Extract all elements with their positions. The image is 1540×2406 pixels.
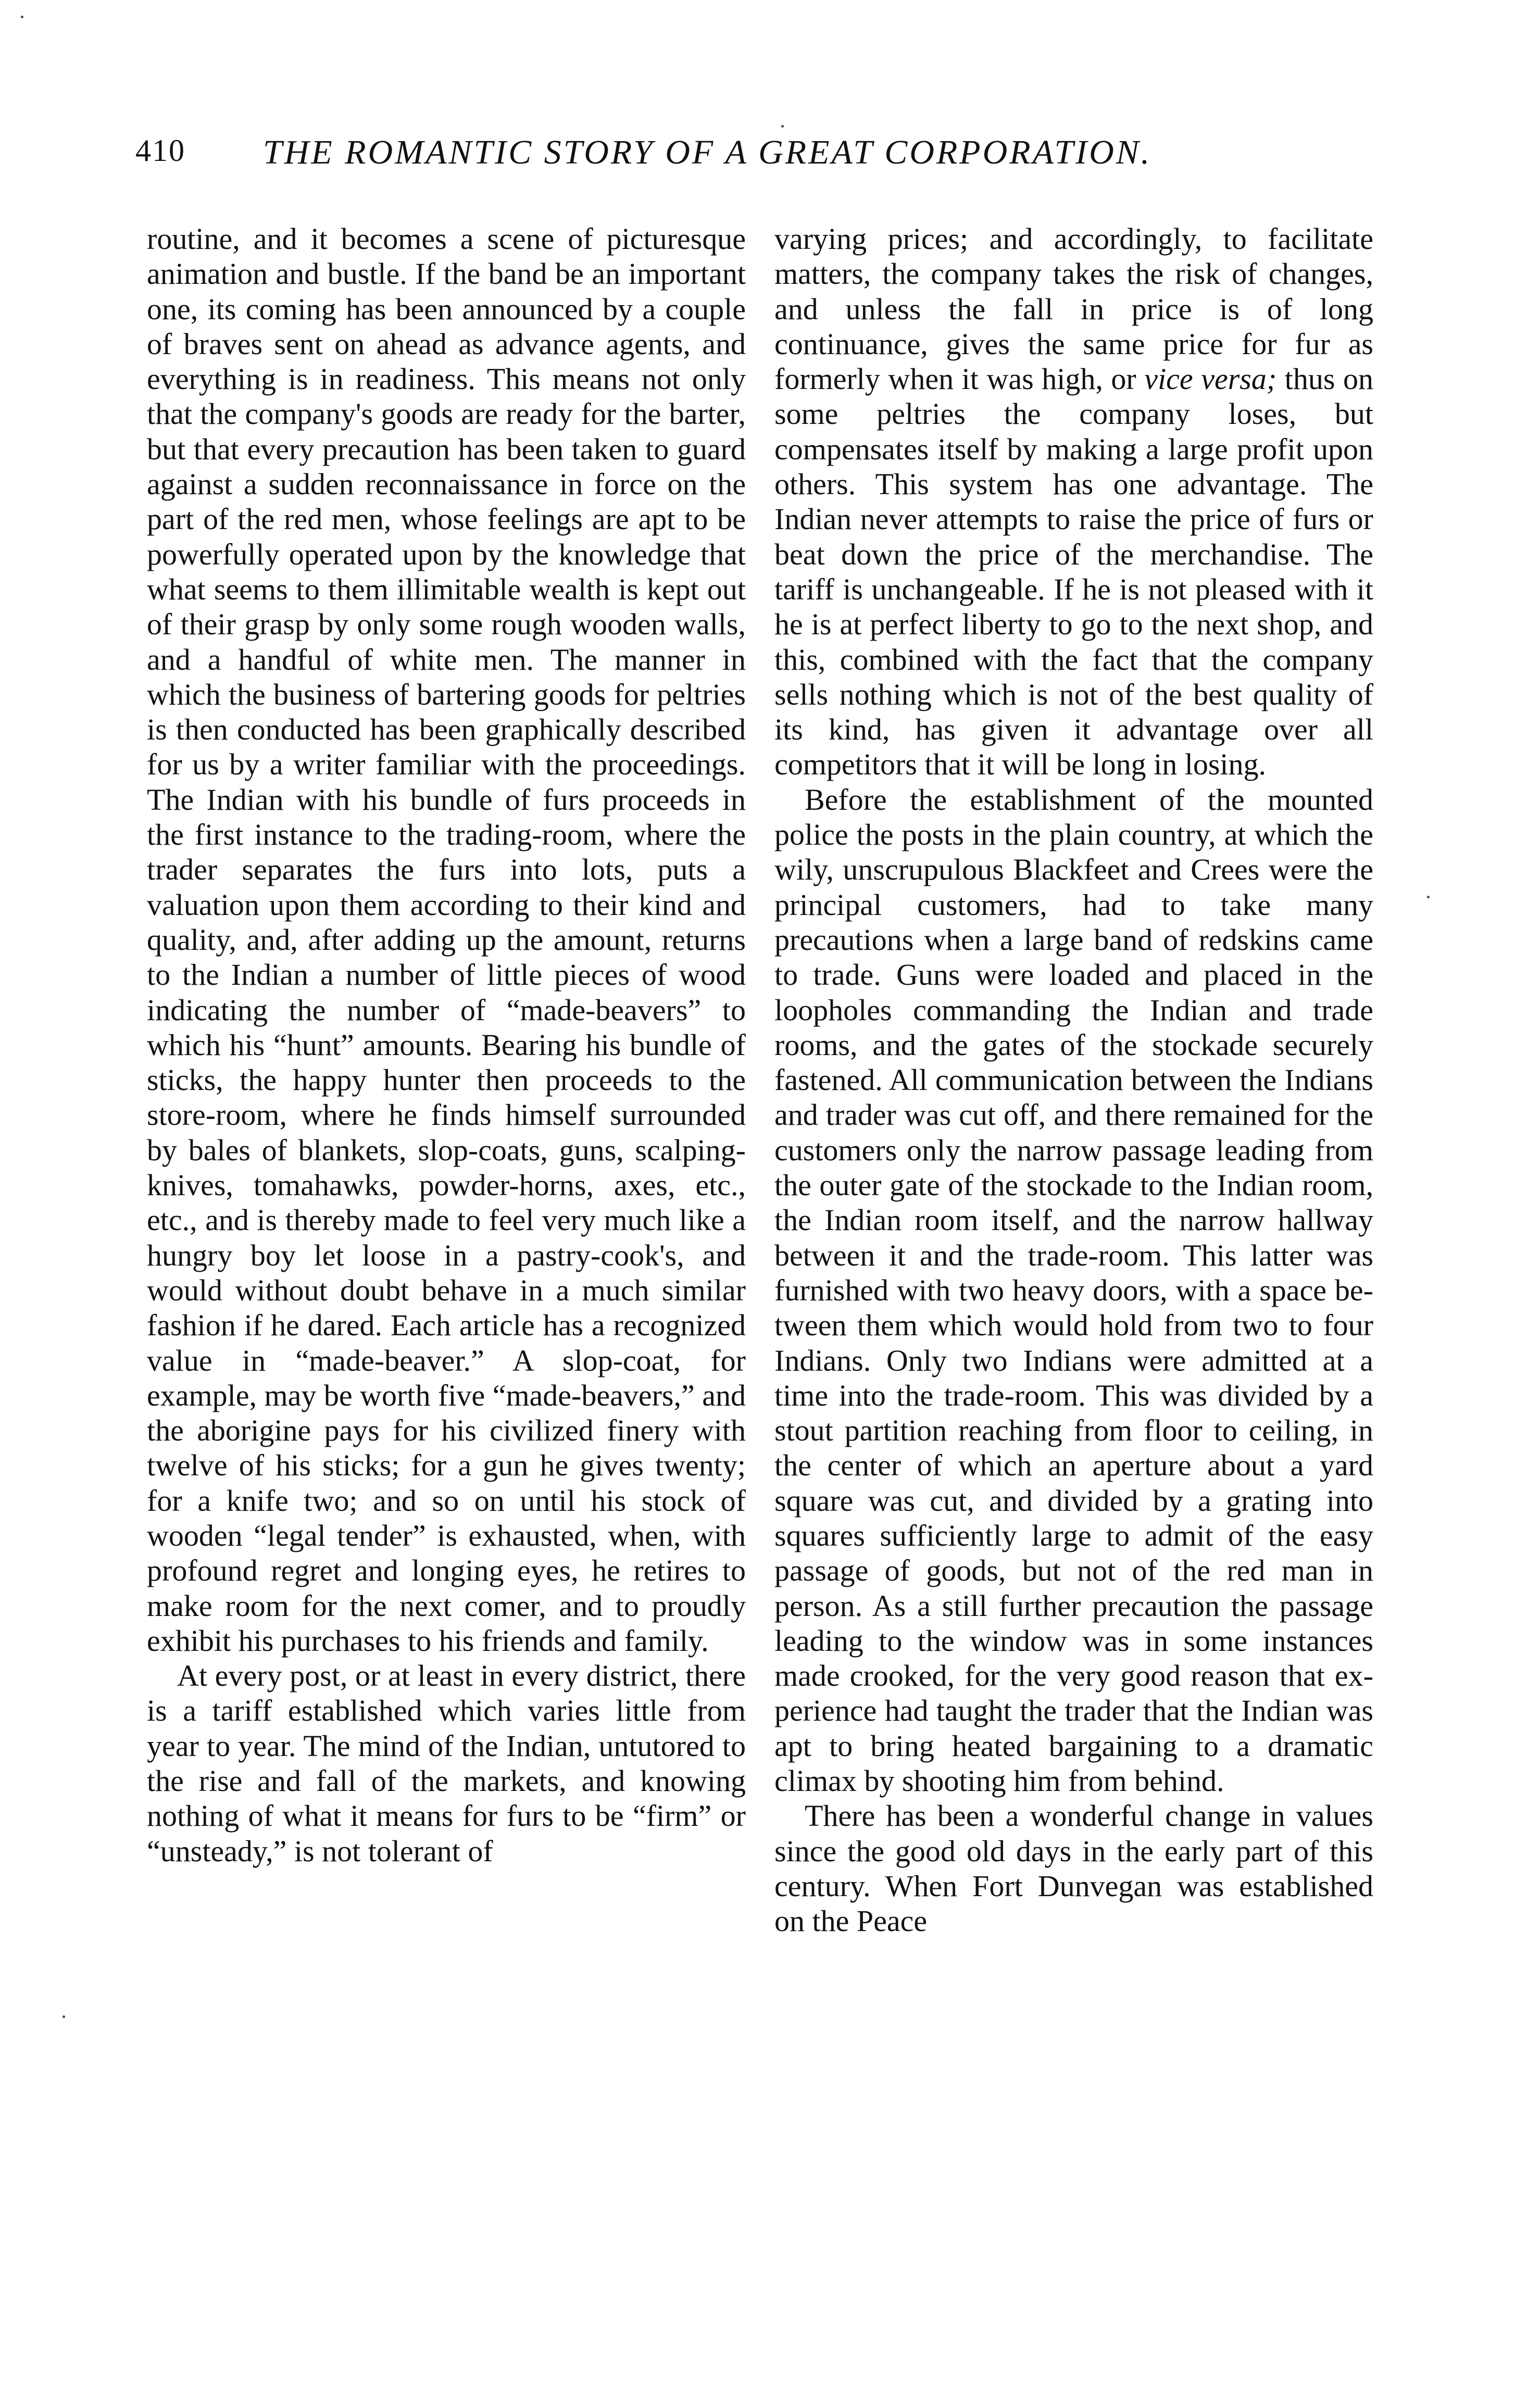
- right-column: [774, 221, 1373, 1939]
- right-paragraph-1-start: varying prices; and accordingly, to facilitate matters, the company takes the risk of changes, and unless the fall in price is of long continuance, gives the same price for fur as formerly when it was high, or: [774, 222, 1373, 396]
- left-column: [147, 221, 746, 1869]
- paper-speck: [781, 125, 784, 128]
- paper-speck: [21, 16, 23, 18]
- left-paragraph-1: routine, and it becomes a scene of picturesque animation and bustle. If the band be an important one, its coming has been announced by a couple of braves sent on ahead as advance agents, and everything is in readiness. This means not only that the company's goods are ready for the barter, but that every precaution has been taken to guard against a sudden reconnaissance in force on the part of the red men, whose feelings are apt to be powerfully operated upon by the knowledge that what seems to them illimitable wealth is kept out of their grasp by only some rough wooden walls, and a handful of white men. The manner in which the business of bartering goods for peltries is then conducted has been graphically described for us by a writer familiar with the proceedings. The Indian with his bundle of furs proceeds in the first instance to the trading-room, where the trader separates the furs into lots, puts a valuation upon them according to their kind and quality, and, after adding up the amount, returns to the Indian a number of little pieces of wood indicating the number of “made-beavers” to which his “hunt” amounts. Bearing his bundle of sticks, the happy hunter then proceeds to the store-room, where he finds himself surrounded by bales of blankets, slop-coats, guns, scalping-knives, tomahawks, powder-horns, axes, etc., etc., and is thereby made to feel very much like a hungry boy let loose in a pastry-cook's, and would without doubt behave in a much similar fashion if he dared. Each article has a recognized value in “made-beaver.” A slop-coat, for example, may be worth five “made-beavers,” and the aborigine pays for his civilized finery with twelve of his sticks; for a gun he gives twenty; for a knife two; and so on until his stock of wooden “legal tender” is exhausted, when, with profound regret and longing eyes, he retires to make room for the next comer, and to proudly exhibit his purchases to his friends and family.: [147, 222, 746, 1658]
- left-paragraph-2: At every post, or at least in every district, there is a tariff established which varies little from year to year. The mind of the Indian, untutored to the rise and fall of the markets, and knowing nothing of what it means for furs to be “firm” or “unsteady,” is not tolerant of: [147, 1659, 746, 1868]
- paper-speck: [62, 2015, 65, 2018]
- running-title: THE ROMANTIC STORY OF A GREAT CORPORATION.: [263, 133, 1152, 171]
- right-paragraph-1: [774, 221, 1373, 782]
- right-paragraph-2: Before the establishment of the mounted police the posts in the plain country, at which the wily, unscrupulous Blackfeet and Crees were the principal customers, had to take many precautions when a large band of redskins came to trade. Guns were loaded and placed in the loopholes commanding the Indian and trade rooms, and the gates of the stockade securely fastened. All communication between the Indians and trader was cut off, and there remained for the customers only the narrow passage leading from the outer gate of the stockade to the Indian room, the Indian room itself, and the narrow hallway between it and the trade-room. This latter was furnished with two heavy doors, with a space between them which would hold from two to four Indians. Only two Indians were admitted at a time into the trade-room. This was divided by a stout partition reaching from floor to ceiling, in the center of which an aperture about a yard square was cut, and divided by a grating into squares sufficiently large to admit of the easy passage of goods, but not of the red man in person. As a still further precaution the passage leading to the window was in some instances made crooked, for the very good reason that experience had taught the trader that the Indian was apt to bring heated bargaining to a dramatic climax by shooting him from behind.: [774, 782, 1373, 1798]
- page-header: [135, 133, 1396, 190]
- paper-speck: [1427, 896, 1430, 898]
- page-number: 410: [135, 133, 185, 168]
- right-paragraph-3: There has been a wonderful change in values since the good old days in the early part of this century. When Fort Dunvegan was established on the Peace: [774, 1799, 1373, 1938]
- right-paragraph-1-end: thus on some peltries the company loses, but compensates itself by making a large profit upon others. This system has one advantage. The Indian never attempts to raise the price of furs or beat down the price of the merchandise. The tariff is unchangeable. If he is not pleased with it he is at perfect liberty to go to the next shop, and this, combined with the fact that the company sells nothing which is not of the best quality of its kind, has given it advantage over all competitors that it will be long in losing.: [774, 362, 1374, 782]
- right-paragraph-1-italic: vice versa;: [1144, 362, 1277, 396]
